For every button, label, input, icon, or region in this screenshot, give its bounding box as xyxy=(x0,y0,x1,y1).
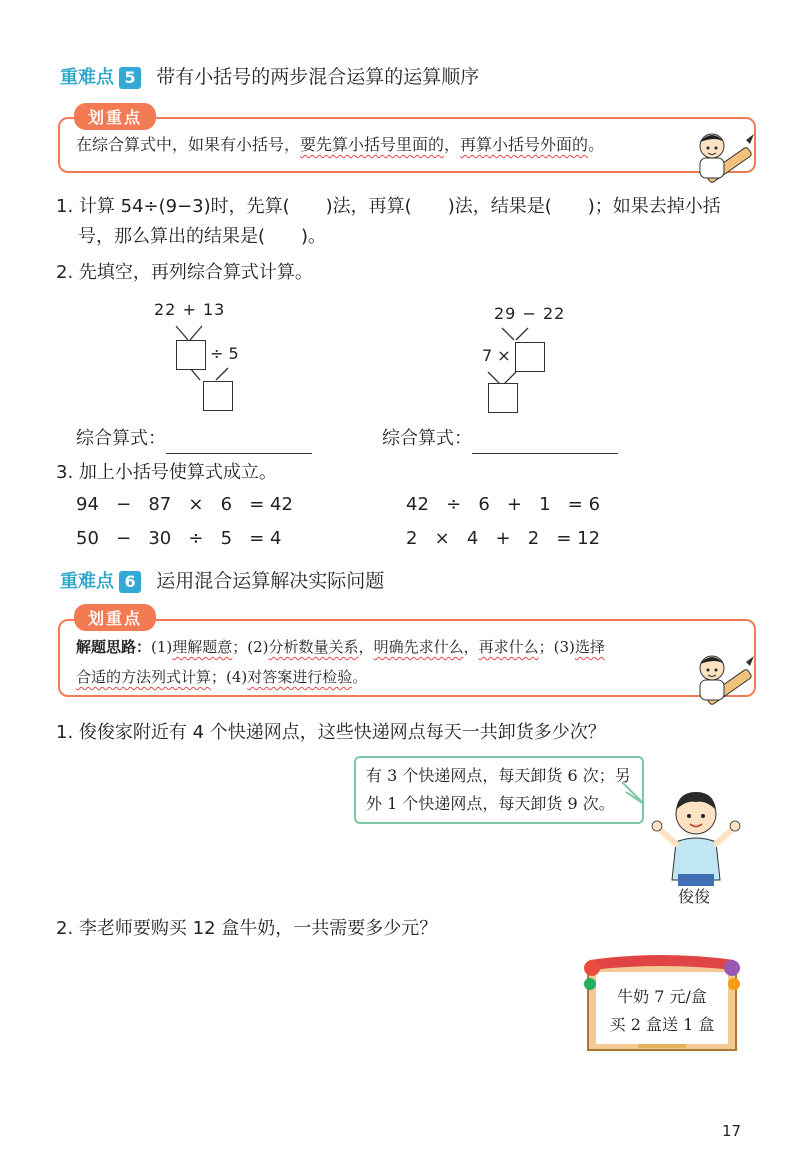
equation: 94 − 87 × 6 = 42 xyxy=(76,494,293,515)
answer-box[interactable] xyxy=(203,381,233,411)
section-label: 重难点 xyxy=(60,571,114,592)
bubble-line: 有 3 个快递网点，每天卸货 6 次；另 xyxy=(366,766,631,785)
bubble-tail xyxy=(620,780,650,810)
highlight-text-part: ；(4) xyxy=(211,668,248,686)
highlight-text-part: ， xyxy=(444,135,461,154)
question-3: 3. 加上小括号使算式成立。 xyxy=(56,462,277,483)
question-1 xyxy=(56,192,776,252)
boy-with-pencil-illustration xyxy=(686,644,756,708)
equation: 50 − 30 ÷ 5 = 4 xyxy=(76,528,282,549)
highlight-wavy-text: 合适的方法列式计算 xyxy=(76,668,212,686)
highlight-tab: 划重点 xyxy=(74,103,156,130)
section-number: 6 xyxy=(119,571,141,593)
formula-label: 综合算式： xyxy=(382,428,472,449)
left-expression: 22 + 13 xyxy=(154,300,226,319)
right-operator: 7 × xyxy=(482,346,511,365)
highlight-wavy-text: 对答案进行检验 xyxy=(247,668,353,686)
formula-answer-line[interactable] xyxy=(166,433,312,454)
highlight-wavy-text: 再算小括号外面的 xyxy=(460,135,589,154)
formula-right xyxy=(382,424,618,454)
formula-answer-line[interactable] xyxy=(472,433,618,454)
equation: 2 × 4 + 2 = 12 xyxy=(406,528,601,549)
boy-with-pencil-illustration xyxy=(686,122,756,186)
formula-label: 综合算式： xyxy=(76,428,166,449)
highlight-tab: 划重点 xyxy=(74,604,156,631)
answer-box[interactable] xyxy=(515,342,545,372)
right-expression: 29 − 22 xyxy=(494,304,566,323)
answer-box[interactable] xyxy=(176,340,206,370)
highlight-text-part: ；(2) xyxy=(232,638,269,656)
highlight-text-part: ， xyxy=(358,638,374,656)
section5-header xyxy=(60,62,479,89)
highlight-text xyxy=(76,132,604,155)
character-name: 俊俊 xyxy=(678,887,711,906)
highlight-line xyxy=(76,662,696,692)
price-board xyxy=(582,954,742,1054)
highlight-line xyxy=(76,632,696,662)
section-title: 运用混合运算解决实际问题 xyxy=(156,570,385,592)
board-line: 买 2 盒送 1 盒 xyxy=(609,1015,715,1034)
highlight-wavy-text: 分析数量关系 xyxy=(268,638,359,656)
highlight-text-part: 。 xyxy=(352,668,368,686)
highlight-text-part: ；(3) xyxy=(538,638,575,656)
section-label: 重难点 xyxy=(60,67,114,88)
highlight-wavy-text: 理解题意 xyxy=(172,638,233,656)
question-1-line2: 号，那么算出的结果是( )。 xyxy=(78,226,327,247)
question-2: 2. 先填空，再列综合算式计算。 xyxy=(56,262,313,283)
highlight-lead: 解题思路： xyxy=(76,638,152,656)
highlight-text-part: ， xyxy=(463,638,479,656)
highlight-text-part: 在综合算式中，如果有小括号， xyxy=(76,135,301,154)
boy-junjun-illustration xyxy=(648,788,744,888)
highlight-text-part: 。 xyxy=(588,135,605,154)
board-line: 牛奶 7 元/盒 xyxy=(617,987,707,1006)
highlight-wavy-text: 选择 xyxy=(574,638,605,656)
question-1-line1: 1. 计算 54÷(9−3)时，先算( )法，再算( )法，结果是( )；如果去掉小括 xyxy=(56,196,721,217)
highlight-wavy-text: 再求什么 xyxy=(478,638,539,656)
section6-header xyxy=(60,566,384,593)
problem-1: 1. 俊俊家附近有 4 个快递网点，这些快递网点每天一共卸货多少次？ xyxy=(56,722,606,743)
highlight-text xyxy=(76,632,696,692)
bubble-line: 外 1 个快递网点，每天卸货 9 次。 xyxy=(366,794,615,813)
formula-left xyxy=(76,424,312,454)
page-number: 17 xyxy=(722,1122,742,1140)
section-number: 5 xyxy=(119,67,141,89)
problem-2: 2. 李老师要购买 12 盒牛奶，一共需要多少元？ xyxy=(56,918,438,939)
speech-bubble xyxy=(354,756,644,824)
left-operator: ÷ 5 xyxy=(210,344,239,363)
highlight-wavy-text: 要先算小括号里面的 xyxy=(300,135,445,154)
section-title: 带有小括号的两步混合运算的运算顺序 xyxy=(156,66,480,88)
highlight-wavy-text: 明确先求什么 xyxy=(373,638,464,656)
answer-box[interactable] xyxy=(488,383,518,413)
equation: 42 ÷ 6 + 1 = 6 xyxy=(406,494,601,515)
highlight-text-part: (1) xyxy=(151,638,173,656)
